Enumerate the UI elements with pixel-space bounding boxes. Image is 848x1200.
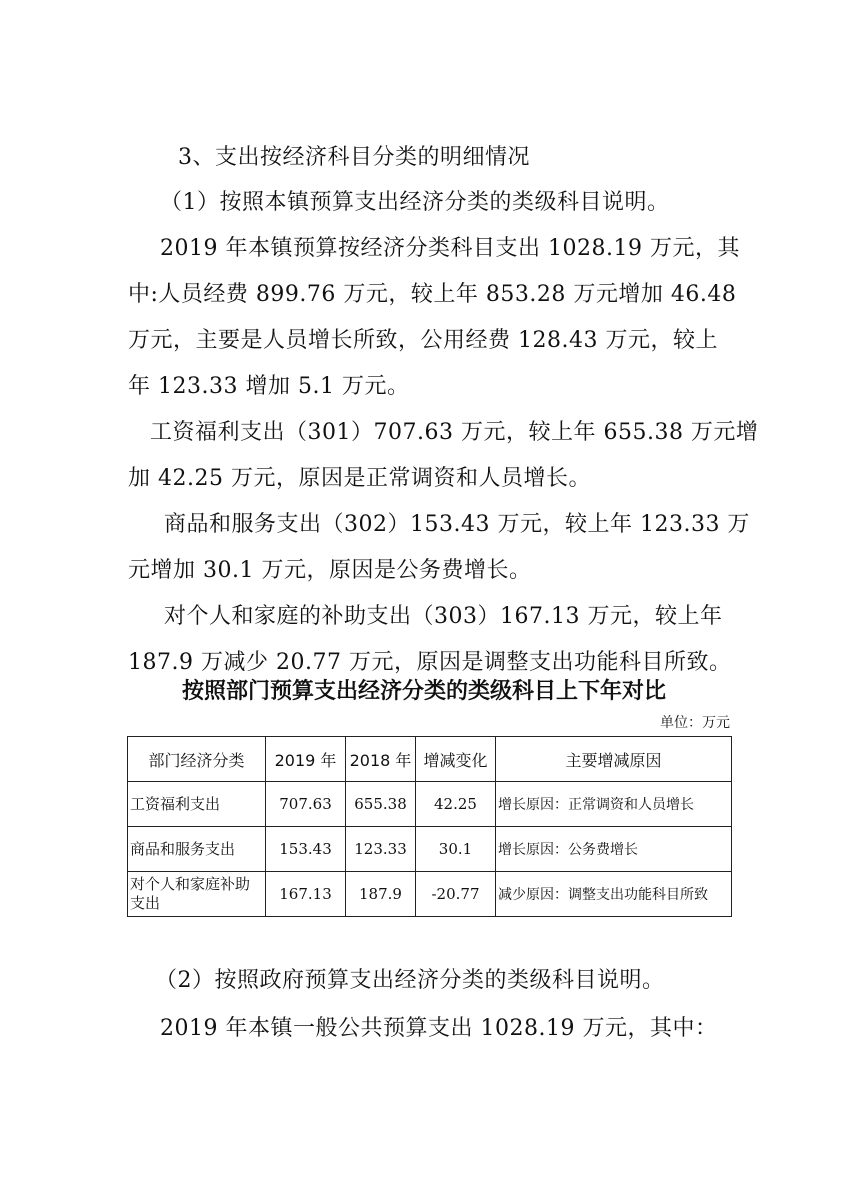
- table-cell: 187.9: [346, 872, 416, 917]
- column-header: 2018 年: [346, 737, 416, 782]
- comparison-table: [127, 736, 732, 917]
- subsection-1-heading: （1）按照本镇预算支出经济分类的类级科目说明。: [160, 190, 670, 215]
- column-header: 增减变化: [416, 737, 496, 782]
- table-row: [128, 872, 732, 917]
- table-cell: 增长原因：正常调资和人员增长: [496, 782, 732, 827]
- table-header-row: [128, 737, 732, 782]
- table-cell: 30.1: [416, 827, 496, 872]
- section-heading: 3、支出按经济科目分类的明细情况: [178, 145, 530, 170]
- paragraph-line: 加 42.25 万元，原因是正常调资和人员增长。: [128, 466, 591, 491]
- paragraph-line: 对个人和家庭的补助支出（303）167.13 万元，较上年: [164, 604, 723, 629]
- paragraph-line: 年 123.33 增加 5.1 万元。: [128, 374, 410, 399]
- table-cell: 减少原因：调整支出功能科目所致: [496, 872, 732, 917]
- paragraph-5: 2019 年本镇一般公共预算支出 1028.19 万元，其中：: [160, 1016, 718, 1041]
- column-header: 主要增减原因: [496, 737, 732, 782]
- paragraph-line: 2019 年本镇预算按经济分类科目支出 1028.19 万元，其: [160, 236, 740, 261]
- table-row: [128, 827, 732, 872]
- table-cell: 工资福利支出: [128, 782, 266, 827]
- table-title: 按照部门预算支出经济分类的类级科目上下年对比: [181, 679, 666, 704]
- paragraph-line: 工资福利支出（301）707.63 万元，较上年 655.38 万元增: [150, 420, 759, 445]
- table-cell: 655.38: [346, 782, 416, 827]
- column-header: 部门经济分类: [128, 737, 266, 782]
- table-cell: 123.33: [346, 827, 416, 872]
- paragraph-line: 元增加 30.1 万元，原因是公务费增长。: [128, 558, 532, 583]
- paragraph-line: 商品和服务支出（302）153.43 万元，较上年 123.33 万: [164, 512, 750, 537]
- table-cell: 对个人和家庭补助支出: [128, 872, 266, 917]
- subsection-2-heading: （2）按照政府预算支出经济分类的类级科目说明。: [155, 968, 665, 993]
- paragraph-line: 中:人员经费 899.76 万元，较上年 853.28 万元增加 46.48: [128, 282, 737, 307]
- paragraph-line: 187.9 万减少 20.77 万元，原因是调整支出功能科目所致。: [128, 650, 732, 675]
- paragraph-line: 万元，主要是人员增长所致，公用经费 128.43 万元，较上: [128, 328, 718, 353]
- table-cell: 707.63: [266, 782, 346, 827]
- table-cell: -20.77: [416, 872, 496, 917]
- table-cell: 42.25: [416, 782, 496, 827]
- table-cell: 增长原因：公务费增长: [496, 827, 732, 872]
- table-cell: 167.13: [266, 872, 346, 917]
- table-cell: 153.43: [266, 827, 346, 872]
- table-cell: 商品和服务支出: [128, 827, 266, 872]
- table-row: [128, 782, 732, 827]
- unit-label: 单位：万元: [660, 715, 730, 731]
- column-header: 2019 年: [266, 737, 346, 782]
